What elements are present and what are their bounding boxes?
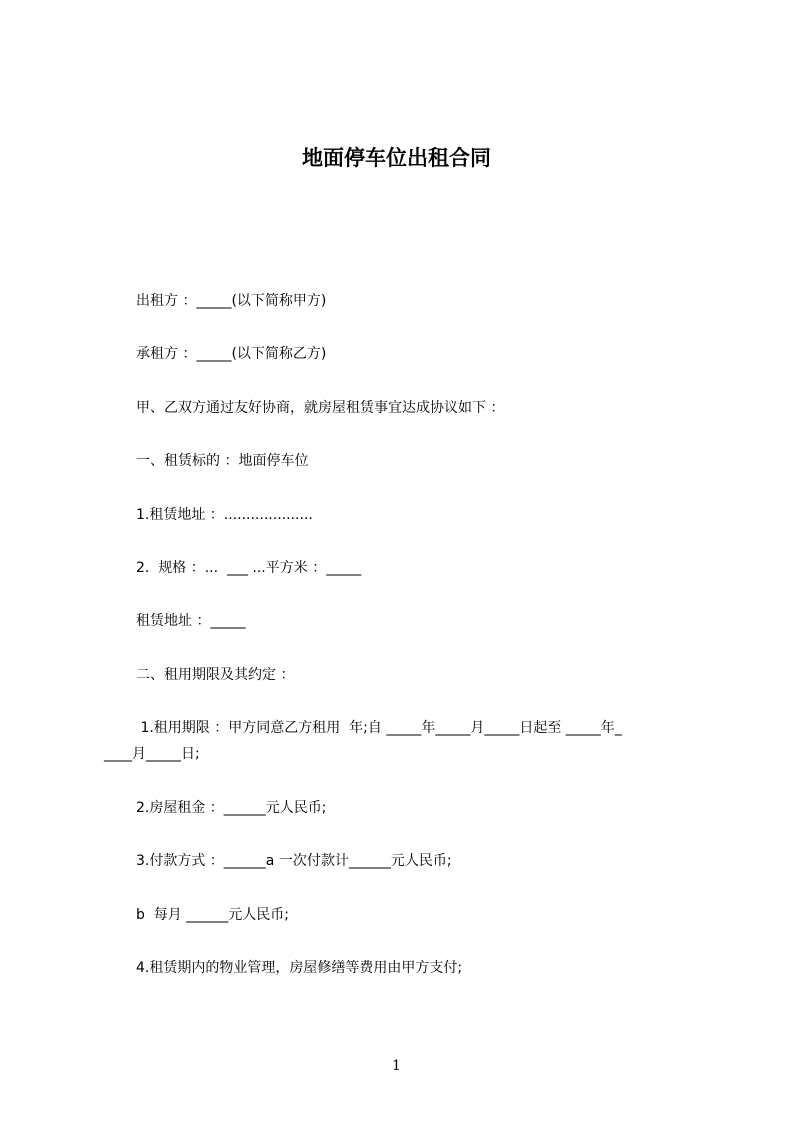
section-1-heading: 一、租赁标的 ：地面停车位 — [136, 453, 309, 469]
clause-1-address: 1.租赁地址 ：.................... — [136, 507, 313, 523]
page-number: 1 — [392, 1058, 401, 1074]
clause-monthly-payment: b 每月 ______元人民币; — [136, 907, 289, 923]
lessor-line: 出租方 ：_____(以下简称甲方) — [136, 293, 327, 309]
clause-rent: 2.房屋租金 ：______元人民币; — [136, 800, 327, 816]
clause-2-size: 2. 规格 ：... ___ ...平方米 ：_____ — [136, 560, 362, 576]
agreement-intro: 甲、乙双方通过友好协商，就房屋租赁事宜达成协议如下 ： — [136, 400, 505, 416]
section-2-heading: 二、租用期限及其约定 ： — [136, 667, 295, 683]
document-title: 地面停车位出租合同 — [302, 146, 491, 170]
rental-address-line: 租赁地址 ：_____ — [136, 613, 246, 629]
clause-payment-method: 3.付款方式 ：______a 一次付款计______元人民币; — [136, 853, 452, 869]
clause-property-fees: 4.租赁期内的物业管理，房屋修缮等费用由甲方支付; — [136, 960, 463, 976]
clause-term-line-2: ____月_____日; — [104, 746, 200, 762]
lessee-line: 承租方 ：_____(以下简称乙方) — [136, 346, 327, 362]
clause-term-line-1: 1.租用期限 ：甲方同意乙方租用 年;自 _____年_____月_____日起至 _____年_ — [136, 720, 622, 736]
